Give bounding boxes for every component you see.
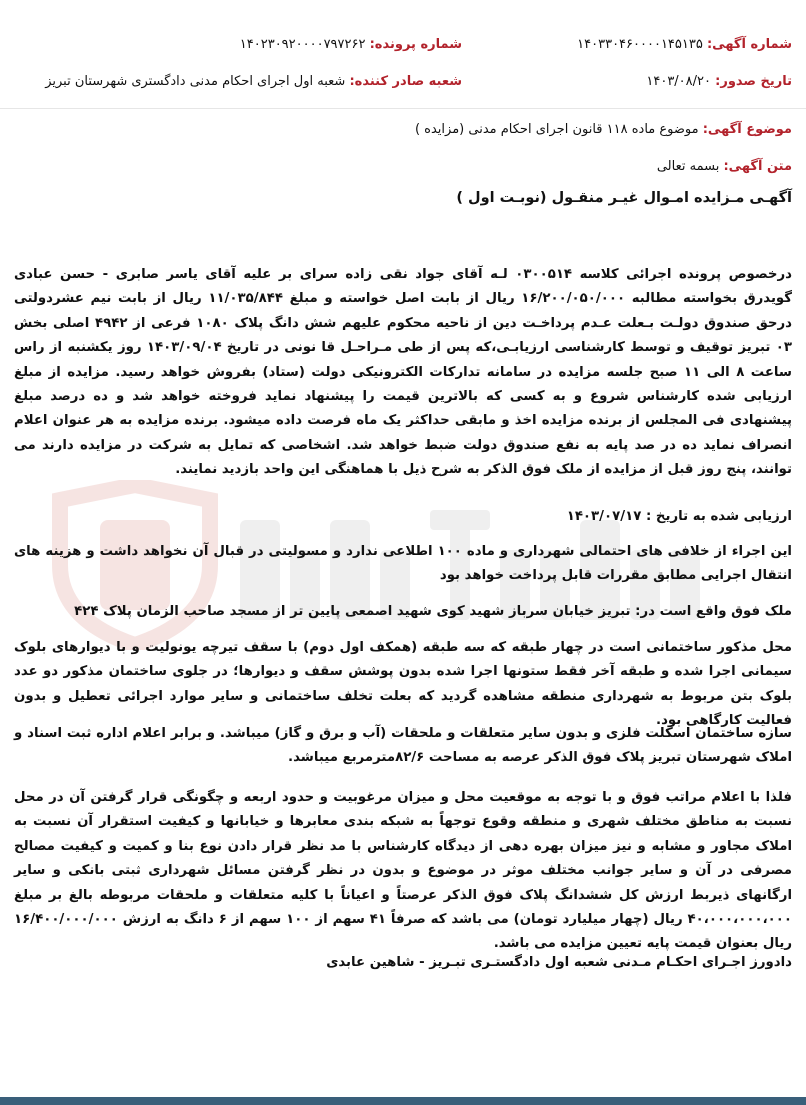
issue-date	[646, 70, 792, 94]
case-number-value: ۱۴۰۲۳۰۹۲۰۰۰۰۷۹۷۲۶۲	[239, 37, 366, 52]
valuation-paragraph: فلذا با اعلام مراتب فوق و با توجه به موقعیت محل و میزان مرغوبیت و حدود اربعه و چگونگی قرار گرفتن آن در محل نسبت به مناطق مختلف شهری و منطقه وقوع توجهاً به شبکه بندی معابرها و خیابانها و کیفیت استقرار آن نسبت به املاک مجاور و مشابه و نیز میزان بهره دهی از دیدگاه کارشناس با مد نظر قرار دادن نوع بنا و کمیت و کیفیت مصالح مصرفی در آن و سایر جوانب مختلف موثر در موضوع و بدون در نظر گرفتن مسائل شهرداری ثبتی بانکی و سایر ارگانهای ذیربط ارزش کل ششدانگ پلاک فوق الذکر عرصتاً و اعیاناً با کلیه متعلقات و ملحقات مربوطه بالغ بر مبلغ ۴۰،۰۰۰،۰۰۰،۰۰۰ ریال (چهار میلیارد تومان) می باشد که صرفاً ۴۱ سهم از ۱۰۰ سهم از ۶ دانگ به ارزش ۱۶/۴۰۰/۰۰۰/۰۰۰ ریال بعنوان قیمت پایه تعیین مزایده می باشد.	[14, 790, 792, 952]
header-divider	[0, 108, 806, 109]
appraisal-date-line: ارزیابی شده به تاریخ : ۱۴۰۳/۰۷/۱۷	[566, 509, 792, 524]
issue-date-value: ۱۴۰۳/۰۸/۲۰	[646, 74, 711, 89]
notice-title: آگهـی مـزایده امـوال غیـر منقـول (نوبـت اول )	[456, 190, 792, 206]
text-line	[14, 156, 792, 178]
body-paragraph-disclaimer: این اجراء از خلافی های احتمالی شهرداری و ماده ۱۰۰ اطلاعی ندارد و مسولیتی در قبال آن نخواهد داشت و هزینه های انتقال اجرایی مطابق مقررات قابل پرداخت خواهد بود	[14, 544, 792, 584]
property-address: ملک فوق واقع است در: تبریز خیابان سرباز شهید کوی شهید اصمعی پایین تر از مسجد صاحب الزمان پلاک ۴۲۴	[74, 604, 792, 619]
issue-date-label: تاریخ صدور:	[715, 74, 792, 89]
issuer-label: شعبه صادر کننده:	[349, 74, 462, 89]
header-row-2	[14, 70, 792, 94]
subject-line	[14, 119, 792, 141]
structure-description: سازه ساختمان اسکلت فلزی و بدون سایر متعلقات و ملحقات (آب و برق و گاز) میباشد. و برابر اعلام اداره ثبت اسناد و املاک شهرستان تبریز پلاک فوق الذکر عرصه به مساحت ۸۲/۶مترمربع میباشد.	[14, 726, 792, 766]
header-row-1	[14, 33, 792, 57]
notice-number-label: شماره آگهی:	[706, 37, 792, 52]
notice-number-value: ۱۴۰۳۳۰۴۶۰۰۰۰۱۴۵۱۳۵	[577, 37, 703, 52]
bottom-bar	[0, 1097, 806, 1105]
text-value: بسمه تعالی	[656, 159, 720, 174]
notice-number	[577, 33, 792, 57]
case-number	[240, 33, 462, 57]
case-number-label: شماره پرونده:	[369, 37, 462, 52]
signature-line: دادورز اجـرای احکـام مـدنی شعبه اول دادگستـری تبـریز - شاهین عابدی	[326, 955, 792, 970]
subject-label: موضوع آگهی:	[702, 122, 792, 137]
building-description: محل مذکور ساختمانی است در چهار طبقه که سه طبقه (همکف اول دوم) با سقف تیرچه یونولیت و با دیوارهای بلوک سیمانی اجرا شده و طبقه آخر فقط ستونها اجرا شده بدون پوشش سقف و دیوارها؛ در جلوی ساختمان مذکور دو عدد بلوک بتن مربوط به شهرداری منطقه مشاهده گردید که بعلت تخلف ساختمانی و سایر موارد اجرائی تعطیل و بدون فعالیت کارگاهی بود.	[14, 640, 792, 729]
issuer	[45, 70, 462, 94]
body-paragraph-1: درخصوص پرونده اجرائی کلاسه ۰۳۰۰۵۱۴ لـه آقای جواد نقی زاده سرای بر علیه آقای یاسر صابری - حسن عبادی گویدرق بخواسته مطالبه ۱۶/۲۰۰/۰۵۰/۰۰۰ ریال از بابت اصل خواسته و مبلغ ۱۱/۰۳۵/۸۴۴ ریال از بابت نیم عشردولتی درحق صندوق دولـت بـعلت عـدم پرداخـت دین از ناحیه محکوم علیهم شش دانگ پلاک ۱۰۸۰ فرعی از ۴۹۴۲ اصلی بخش ۰۳ تبریز توقیف و توسط کارشناسی ارزیابـی،که پس از طی مـراحـل قا نونی در تاریخ ۱۴۰۳/۰۹/۰۴ روز یکشنبه از راس ساعت ۸ الی ۱۱ صبح جلسه مزایده در سامانه تدارکات الکترونیکی دولت (ستاد) بفروش خواهد رسید. مزایده از مبلغ ارزیابی شده کارشناس شروع و به کسی که بالاترین قیمت را پیشنهاد نماید فروخته خواهد شد و ده درصد مبلغ پیشنهادی فی المجلس از برنده مزایده اخذ و مابقی حداکثر یک ماه فرصت داده میشود. برنده مزایده به هر عنوان اعلام انصراف نماید ده در صد پایه به نفع صندوق دولت ضبط خواهد شد. اشخاصی که تمایل به شرکت در مزایده دارند می توانند، پنج روز قبل از مزایده از ملک فوق الذکر به شرح ذیل با هماهنگی این واحد بازدید نمایند.	[14, 267, 793, 478]
subject-value: موضوع ماده ۱۱۸ قانون اجرای احکام مدنی (مزایده )	[414, 122, 699, 137]
text-label: متن آگهی:	[723, 159, 792, 174]
issuer-value: شعبه اول اجرای احکام مدنی دادگستری شهرستان تبریز	[45, 74, 346, 89]
